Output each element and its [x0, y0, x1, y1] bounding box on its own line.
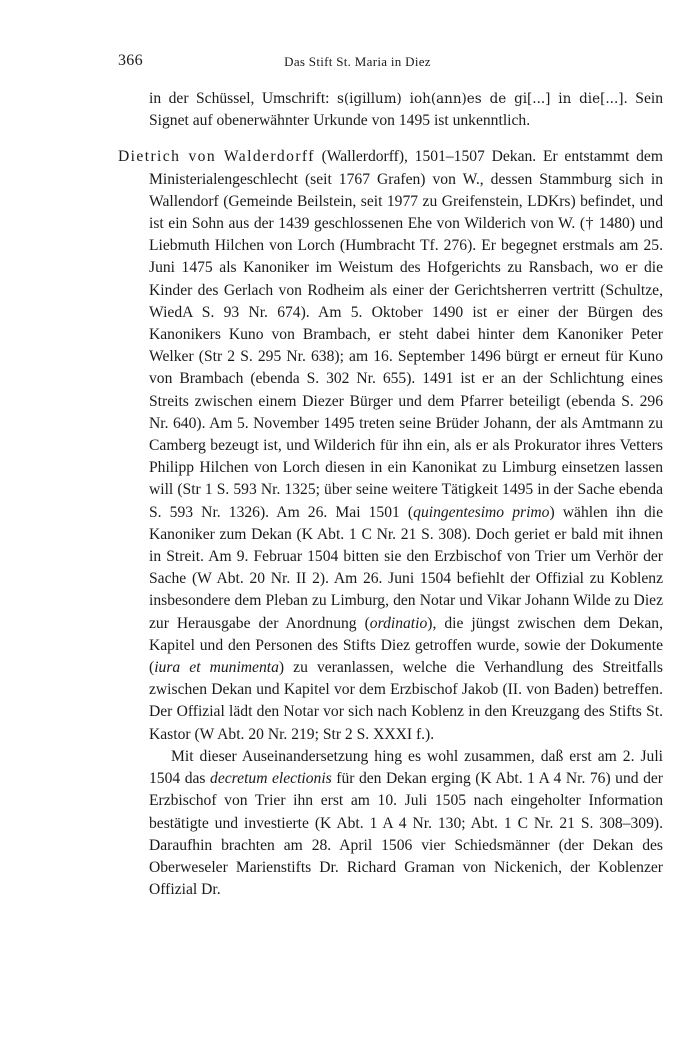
text-segment: Sein Signet auf obenerwähnter Urkunde von 1495 ist unkenntlich.: [149, 90, 664, 130]
text-segment: in der Schüssel, Umschrift:: [149, 90, 337, 107]
running-title: Das Stift St. Maria in Diez: [284, 54, 431, 69]
entry-name: Dietrich von Walderdorff: [118, 148, 315, 166]
paragraph-entry-dietrich: [118, 146, 663, 745]
latin-term: decretum electionis: [210, 770, 332, 788]
text-segment: ), die jüngst zwischen dem Dekan, Kapitel und den Personen des Stifts Diez getroffen wurde, sowie der Dokumente (: [149, 614, 663, 677]
text-segment: ) zu veranlassen, welche die Verhandlung des Streitfalls zwischen Dekan und Kapitel vor dem Erzbischof Jakob (II. von Baden) betreffen. Der Offizial lädt den Notar vor sich nach Koblenz in den Kreuzgang des Stifts St. Kastor (W Abt. 20 Nr. 219; Str 2 S. XXXI f.).: [149, 659, 664, 743]
seal-inscription: s(igillum) ioh(ann)es de gi[...] in die[...].: [336, 91, 628, 107]
paragraph-continuation: [118, 746, 663, 901]
paragraph-seal-description: [118, 88, 663, 132]
text-segment: Mit dieser Auseinandersetzung hing es wohl zusammen, daß erst am 2. Juli 1504 das: [149, 747, 663, 788]
text-segment: ) wählen ihn die Kanoniker zum Dekan (K Abt. 1 C Nr. 21 S. 308). Doch geriet er bald mit ihnen in Streit. Am 9. Februar 1504 bitten sie den Erzbischof von Trier um Verhör der Sache (W Abt. 20 Nr. II 2). Am 26. Juni 1504 befiehlt der Offizial zu Koblenz insbesondere dem Pleban zu Limburg, den Notar und Vikar Johann Wilde zu Diez zur Herausgabe der Anordnung (: [149, 503, 663, 632]
latin-term: iura et munimenta: [154, 659, 279, 677]
text-segment: (Wallerdorff), 1501–1507 Dekan. Er entstammt dem Ministerialengeschlecht (seit 1767 Grafen) von W., dessen Stammburg sich in Wallendorf (Gemeinde Beilstein, seit 1977 zu Greifenstein, LDKrs) befindet, und ist ein Sohn aus der 1439 geschlossenen Ehe von Wilderich von W. († 1480) und Liebmuth Hilchen von Lorch (Humbracht Tf. 276). Er begegnet erstmals am 25. Juni 1475 als Kanoniker im Weistum des Hofgerichts zu Ransbach, wo er die Kinder des Gerlach von Rodheim als einer der Gerichtsherren vertritt (Schultze, WiedA S. 93 Nr. 674). Am 5. Oktober 1490 ist er einer der Bürgen des Kanonikers Kuno von Brambach, er steht dabei hinter dem Kanoniker Peter Welker (Str 2 S. 295 Nr. 638); am 16. September 1496 bürgt er erneut für Kuno von Brambach (ebenda S. 302 Nr. 655). 1491 ist er an der Schlichtung eines Streits zwischen einem Diezer Bürger und dem Pfarrer beteiligt (ebenda S. 296 Nr. 640). Am 5. November 1495 treten seine Brüder Johann, der als Amtmann zu Camberg bezeugt ist, und Wilderich für ihn ein, als er als Prokurator ihres Vetters Philipp Hilchen von Lorch diesen in ein Kanonikat zu Limburg einsetzen lassen will (Str 1 S. 593 Nr. 1325; über seine weitere Tätigkeit 1495 in der Sache ebenda S. 593 Nr. 1326). Am 26. Mai 1501 (: [149, 148, 663, 521]
latin-term: quingentesimo primo: [413, 503, 550, 521]
text-segment: für den Dekan erging (K Abt. 1 A 4 Nr. 76) und der Erzbischof von Trier ihn erst am 10. Juli 1505 nach eingeholter Information bestätigte und investierte (K Abt. 1 A 4 Nr. 130; Abt. 1 C Nr. 21 S. 308–309). Daraufhin brachten am 28. April 1506 vier Schiedsmänner (der Dekan des Oberweseler Marienstifts Dr. Richard Graman von Nickenich, der Koblenzer Offizial Dr.: [149, 770, 663, 899]
page-number: 366: [118, 52, 143, 69]
page-header: [118, 52, 583, 74]
body-text: [118, 88, 663, 901]
latin-term: ordinatio: [369, 614, 428, 632]
